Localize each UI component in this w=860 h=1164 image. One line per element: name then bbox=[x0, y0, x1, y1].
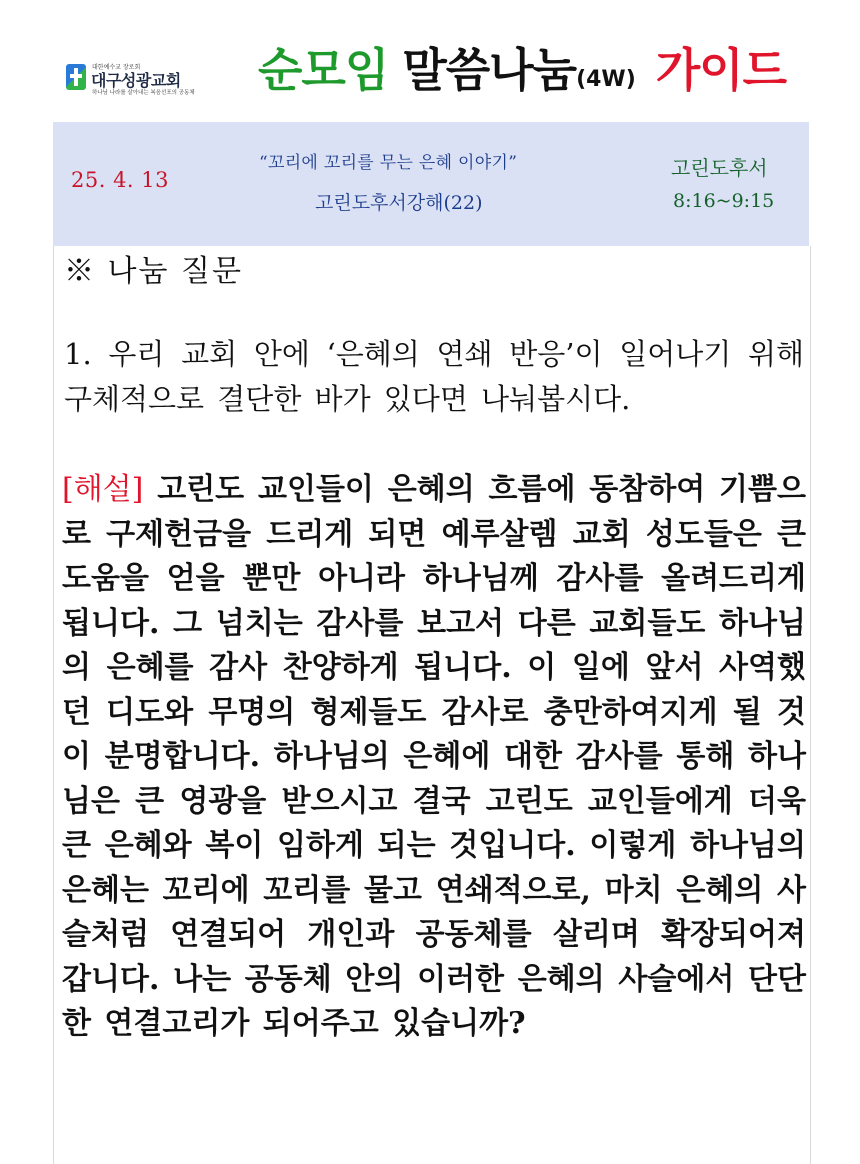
page-header bbox=[0, 0, 860, 122]
church-logo bbox=[66, 62, 196, 98]
commentary-label: [해설] bbox=[62, 472, 144, 507]
scripture-verse: 8:16~9:15 bbox=[673, 190, 775, 212]
title-part-guide: 가이드 bbox=[655, 43, 787, 97]
sermon-info-band bbox=[53, 122, 809, 246]
commentary-text: 고린도 교인들이 은혜의 흐름에 동참하여 기쁨으로 구제헌금을 드리게 되면 예루살렘 교회 성도들은 큰 도움을 얻을 뿐만 아니라 하나님께 감사를 올려드리게 됩니다. 그 넘치는 감사를 보고서 다른 교회들도 하나님의 은혜를 감사 찬양하게 됩니다. 이 일에 앞서 사역했던 디도와 무명의 형제들도 감사로 충만하여지게 될 것이 분명합니다. 하나님의 은혜에 대한 감사를 통해 하나님은 큰 영광을 받으시고 결국 고린도 교인들에게 더욱 큰 은혜와 복이 임하게 되는 것입니다. 이렇게 하나님의 은혜는 꼬리에 꼬리를 물고 연쇄적으로, 마치 은혜의 사슬처럼 연결되어 개인과 공동체를 살리며 확장되어져 갑니다. 나는 공동체 안의 이러한 은혜의 사슬에서 단단한 연결고리가 되어주고 있습니까? bbox=[62, 472, 806, 1041]
sharing-question: 1. 우리 교회 안에 ‘은혜의 연쇄 반응’이 일어나기 위해 구체적으로 결단한 바가 있다면 나눠봅시다. bbox=[64, 337, 804, 416]
logo-tagline: 하나님 나라를 살아내는 복음선포의 공동체 bbox=[92, 90, 195, 96]
commentary bbox=[62, 468, 806, 1047]
section-title: ※ 나눔 질문 bbox=[64, 254, 243, 289]
title-part-sharing: 말씀나눔 bbox=[402, 43, 577, 97]
sermon-subtitle: “꼬리에 꼬리를 무는 은혜 이야기” bbox=[259, 153, 518, 173]
logo-church-name: 대구성광교회 bbox=[91, 71, 181, 90]
scripture-book: 고린도후서 bbox=[671, 156, 768, 180]
page-title bbox=[258, 34, 786, 104]
title-part-4w: (4W) bbox=[576, 67, 636, 92]
content-area bbox=[53, 246, 811, 1164]
sermon-date: 25. 4. 13 bbox=[71, 168, 170, 192]
title-part-group: 순모임 bbox=[258, 43, 389, 97]
cross-logo-icon bbox=[66, 64, 86, 90]
sermon-series: 고린도후서강해(22) bbox=[315, 192, 483, 214]
logo-denomination: 대한예수교 장로회 bbox=[92, 64, 141, 71]
